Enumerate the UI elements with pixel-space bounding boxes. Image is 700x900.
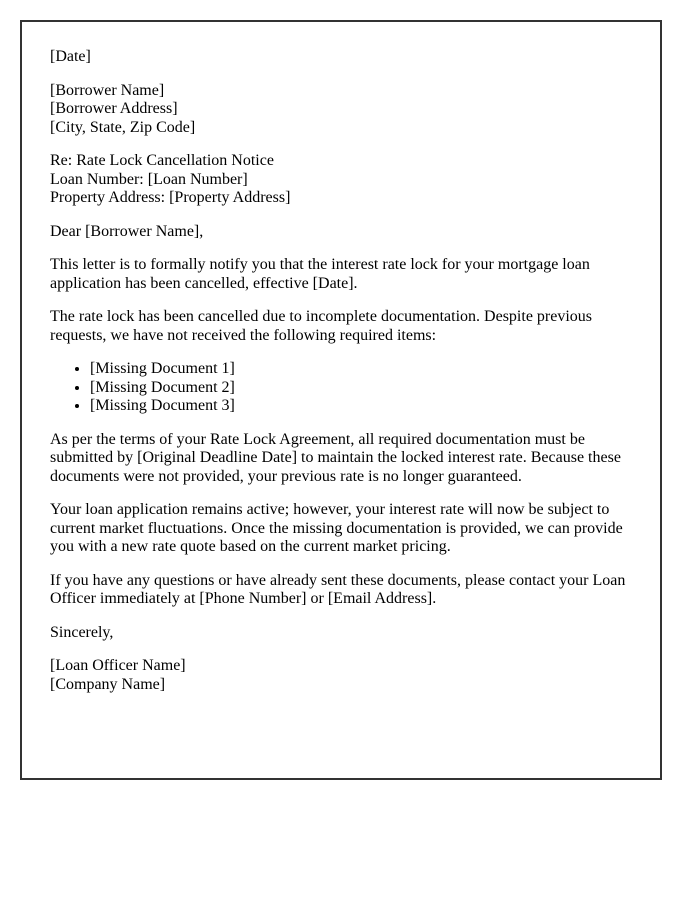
salutation: Dear [Borrower Name], bbox=[50, 222, 204, 240]
missing-document-item: • [Missing Document 2] bbox=[90, 379, 630, 398]
missing-document-item: • [Missing Document 1] bbox=[90, 360, 630, 379]
subject-property-address-line: Property Address: [Property Address] bbox=[50, 189, 291, 206]
missing-documents-list bbox=[50, 360, 630, 416]
recipient-name-line: [Borrower Name] bbox=[50, 81, 165, 99]
paragraph-application-status: Your loan application remains active; however, your interest rate will now be subject to current market fluctuations. Once the missing documentation is provided, we can provide you with a new rate quote based on the current market pricing. bbox=[50, 501, 623, 555]
recipient-street-line: [Borrower Address] bbox=[50, 100, 178, 117]
recipient-city-line: [City, State, Zip Code] bbox=[50, 118, 196, 136]
subject-loan-number-line: Loan Number: [Loan Number] bbox=[50, 170, 248, 188]
date-line: [Date] bbox=[50, 48, 91, 65]
signature-block bbox=[50, 657, 630, 694]
closing: Sincerely, bbox=[50, 623, 114, 641]
letter-page bbox=[20, 20, 662, 780]
subject-re-line: Re: Rate Lock Cancellation Notice bbox=[50, 152, 274, 169]
paragraph-cancellation-reason: The rate lock has been cancelled due to incomplete documentation. Despite previous requests, we have not received the following required items: bbox=[50, 308, 593, 344]
paragraph-agreement-terms: As per the terms of your Rate Lock Agreement, all required documentation must be submitted by [Original Deadline Date] to maintain the locked interest rate. Because these documents were not provided, your previous rate is no longer guaranteed. bbox=[50, 430, 621, 485]
letter-body bbox=[50, 48, 630, 694]
paragraph-contact-info: If you have any questions or have already sent these documents, please contact your Loan Officer immediately at [Phone Number] or [Email Address]. bbox=[50, 571, 626, 607]
signature-officer-name-line: [Loan Officer Name] bbox=[50, 657, 186, 674]
signature-company-name-line: [Company Name] bbox=[50, 675, 166, 693]
recipient-address-block bbox=[50, 82, 630, 138]
paragraph-notification: This letter is to formally notify you that the interest rate lock for your mortgage loan application has been cancelled, effective [Date]. bbox=[50, 256, 590, 292]
subject-block bbox=[50, 152, 630, 208]
missing-document-item: • [Missing Document 3] bbox=[90, 397, 630, 416]
